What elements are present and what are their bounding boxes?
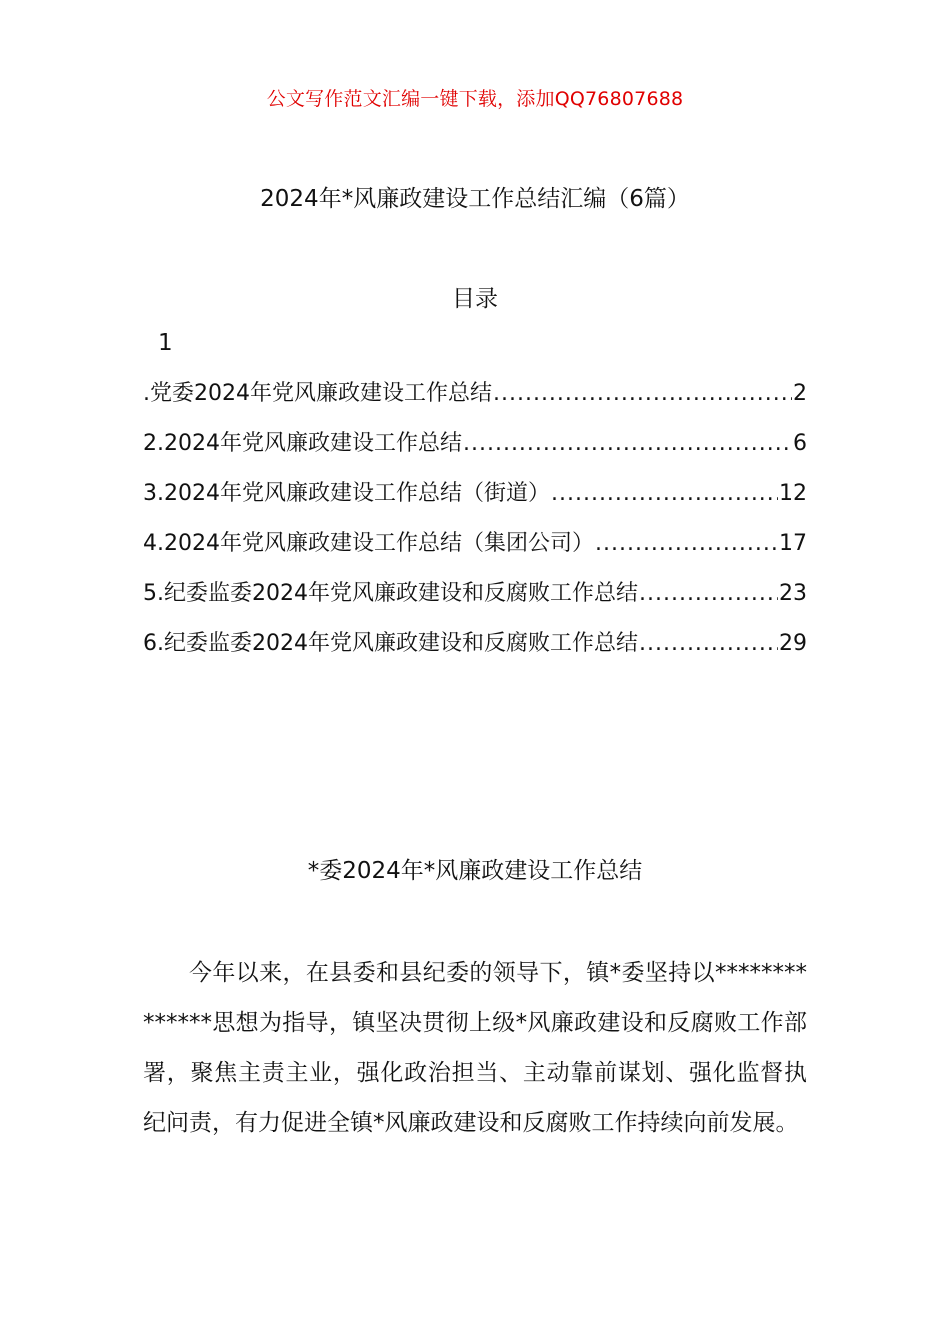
toc-entry-page: 12 xyxy=(779,481,807,506)
toc-entry[interactable] xyxy=(143,376,807,426)
toc-stray-number: 1 xyxy=(158,330,173,356)
body-paragraph: 今年以来，在县委和县纪委的领导下，镇*委坚持以**************思想为指导，镇坚决贯彻上级*风廉政建设和反腐败工作部署，聚焦主责主业，强化政治担当、主动靠前谋划、强化监督执纪问责，有力促进全镇*风廉政建设和反腐败工作持续向前发展。 xyxy=(143,960,807,1136)
toc-entry-label: .党委2024年党风廉政建设工作总结 xyxy=(143,381,492,406)
section-title: *委2024年*风廉政建设工作总结 xyxy=(307,858,643,884)
toc-dot-leader xyxy=(463,431,792,456)
promo-banner: 公文写作范文汇编一键下载，添加QQ76807688 xyxy=(266,88,684,110)
toc-entry-label: 4.2024年党风廉政建设工作总结（集团公司） xyxy=(143,531,594,556)
toc-entry[interactable] xyxy=(143,426,807,476)
toc-entry[interactable] xyxy=(143,526,807,576)
toc-entry-label: 2.2024年党风廉政建设工作总结 xyxy=(143,431,462,456)
toc-entry-page: 2 xyxy=(793,381,807,406)
toc-entry[interactable] xyxy=(143,476,807,526)
toc-dot-leader xyxy=(493,381,792,406)
toc-entry-page: 6 xyxy=(793,431,807,456)
toc-dot-leader xyxy=(551,481,778,506)
toc-dot-leader xyxy=(639,581,778,606)
toc-entry-page: 29 xyxy=(779,631,807,656)
table-of-contents xyxy=(143,376,807,676)
toc-heading: 目录 xyxy=(452,286,498,312)
document-title: 2024年*风廉政建设工作总结汇编（6篇） xyxy=(260,186,690,212)
toc-entry-label: 3.2024年党风廉政建设工作总结（街道） xyxy=(143,481,550,506)
toc-entry[interactable] xyxy=(143,626,807,676)
toc-entry-page: 23 xyxy=(779,581,807,606)
toc-dot-leader xyxy=(595,531,778,556)
toc-entry[interactable] xyxy=(143,576,807,626)
toc-entry-page: 17 xyxy=(779,531,807,556)
toc-entry-label: 6.纪委监委2024年党风廉政建设和反腐败工作总结 xyxy=(143,631,638,656)
toc-entry-label: 5.纪委监委2024年党风廉政建设和反腐败工作总结 xyxy=(143,581,638,606)
toc-dot-leader xyxy=(639,631,778,656)
